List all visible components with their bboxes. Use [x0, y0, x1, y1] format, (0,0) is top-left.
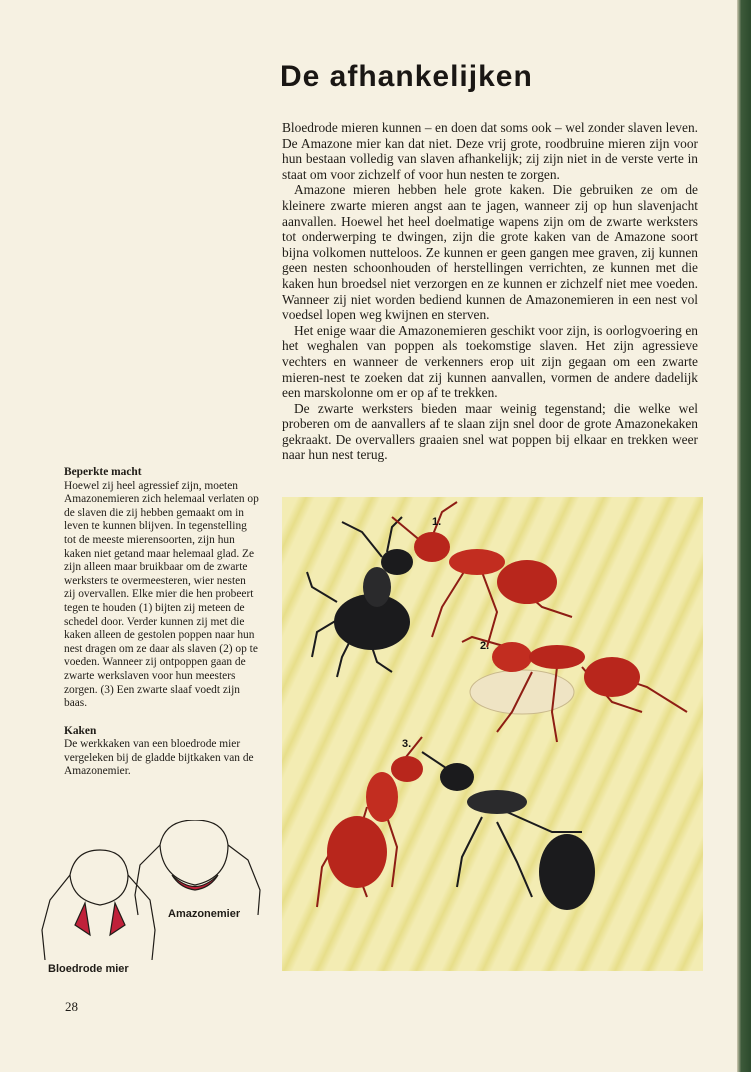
sidebar-caption	[64, 466, 260, 793]
book-spine-edge	[737, 0, 751, 1072]
ant-illustration-svg	[282, 497, 703, 971]
body-paragraph: De zwarte werksters bieden maar weinig tegenstand; die welke wel proberen om de aanvallers af te slaan zijn snel door de grote Amazonekaken gekraakt. De overvallers graaien snel wat poppen bij elkaar en trekken weer naar hun nest terug.	[282, 400, 698, 463]
body-paragraph: Het enige waar die Amazonemieren geschikt voor zijn, is oorlogvoering en het weghalen van poppen als toekomstige slaven. Het zijn agressieve vechters en wanneer de verkenners erop uit zijn gegaan om een zwarte mieren-nest te zoeken dat zij kunnen aanvallen, vormen de andere dadelijk een marskolonne om er op af te trekken.	[282, 322, 698, 401]
body-paragraph: Amazone mieren hebben hele grote kaken. Die gebruiken ze om de kleinere zwarte mieren angst aan te jagen, wanneer zij op hun slavenjacht aanvallen. Hoewel het heel doelmatige wapens zijn om de zwarte werksters tot onderwerping te dwingen, zijn die grote kaken van de Amazone soort bijna volkomen nutteloos. Ze kunnen er geen gangen mee graven, zij kunnen geen nesten schoonhouden of herstellingen verrichten, ze kunnen met die kaken hun broedsel niet verzorgen en ze kunnen er zichzelf niet mee voeden. Wanneer zij niet worden bediend kunnen de Amazonemieren in een nest vol voedsel lopen weg kwijnen en sterven.	[282, 182, 698, 323]
figure-label-2: 2.	[480, 640, 490, 652]
red-ant-3	[317, 737, 423, 907]
label-amazonemier: Amazonemier	[168, 908, 241, 920]
caption-text-beperkte-macht: Hoewel zij heel agressief zijn, moeten Amazonemieren zich helemaal verlaten op de slaven die zij hebben gemaakt om in leven te kunnen blijven. In tegenstelling tot de meeste mierensoorten, zijn hun kaken niet getand maar helemaal glad. Ze zijn alleen maar bruikbaar om de zwarte werksters te overmeesteren, wier nesten zij overvallen. Elke mier die hen probeert tegen te houden (1) bijten zij meteen de schedel door. Verder kunnen zij met die kaken alleen de gestolen poppen naar hun nest dragen om ze daar als slaven (2) op te voeden. Wanneer zij ontpoppen gaan de zwarte werkslaven voor hun meesters zorgen. (3) Een zwarte slaaf voedt zijn baas.	[64, 479, 259, 710]
page-number: 28	[65, 999, 78, 1014]
black-ant-1	[307, 517, 413, 677]
red-ant-1	[392, 502, 572, 647]
black-ant-3	[422, 752, 595, 910]
caption-text-kaken: De werkkaken van een bloedrode mier vergeleken bij de gladde bijtkaken van de Amazonemier.	[64, 738, 254, 778]
bloedrode-mier-head	[42, 850, 155, 960]
figure-label-1: 1.	[432, 516, 442, 528]
amazonemier-head	[135, 820, 260, 915]
figure-label-3: 3.	[402, 738, 412, 750]
page-title: De afhankelijken	[280, 60, 533, 93]
mandible-diagram-svg	[30, 820, 270, 980]
mandible-comparison-diagram	[30, 820, 270, 980]
body-paragraph: Bloedrode mieren kunnen – en doen dat soms ook – wel zonder slaven leven. De Amazone mier kan dat niet. Deze vrij grote, roodbruine mieren zijn voor hun bestaan volledig van slaven afhankelijk; zij zijn niet in de verste verte in staat om voor zichzelf of voor hun nesten te zorgen.	[282, 120, 698, 182]
label-bloedrode-mier: Bloedrode mier	[48, 963, 129, 975]
caption-heading-beperkte-macht: Beperkte macht	[64, 466, 142, 478]
ant-illustration	[282, 497, 703, 971]
caption-heading-kaken: Kaken	[64, 724, 97, 737]
main-body-text	[282, 120, 698, 463]
